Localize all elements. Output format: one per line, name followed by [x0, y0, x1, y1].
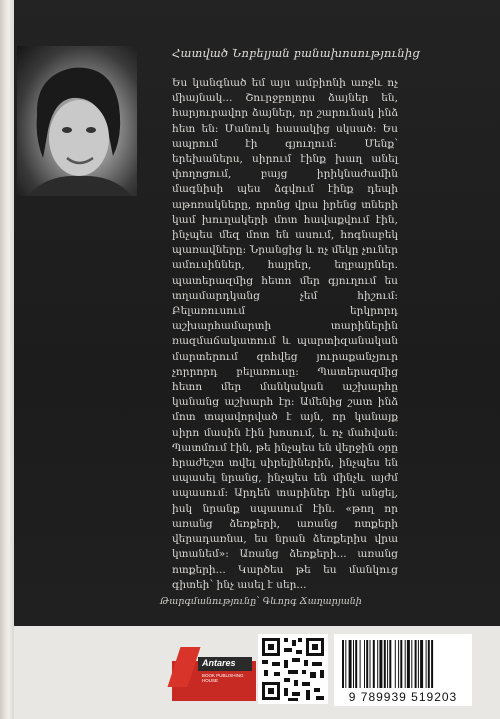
translator-credit: Թարգմանությունը՝ Գևորգ Ճաղարյանի — [160, 596, 362, 607]
publisher-name: Antares — [202, 658, 236, 668]
spine-edge — [0, 0, 14, 719]
isbn-barcode — [334, 634, 472, 706]
author-photo — [17, 46, 137, 196]
section-title: Հատված Նոբելյան բանախոսությունից — [172, 46, 420, 60]
nobel-lecture-excerpt: Ես կանգնած եմ այս ամբիոնի առջև ոչ միայնակ... Շուրջբոլորս ձայներ են, հարյուրավոր ձայներ, որ շարունակ ինձ հետ են: Մանուկ հասակից սկսած: Ես ապրում էի գյուղում: Մենք՝ երեխաներս, սիրում էինք խաղ անել փողոցում, բայց իրիկնաժամին մագնիսի պես ձգվում էինք դեպի աթոռակները, որոնց վրա իրենց տների կամ խուղակերի մոտ հավաքվում էին, ինչպես մեզ մոտ են ասում, հոգնաբեկ պառավները: Նրանցից և ոչ մեկը չուներ ամուսիններ, հայրեր, եղբայրներ. պատերազմից հետո մեր գյուղում ես տղամարդկանց չեմ հիշում: Բելառուսում երկրորդ աշխարհամարտի տարիներին ռազմաճակատում և պարտիզանական մարտերում զոհվեց յուրաքանչյուր չորրորդ բելառուսը: Պատերազմից հետո մեր մանկական աշխարհը կանանց աշխարհ էր: Ամենից շատ ինձ մոտ տպավորված է այն, որ կանայք սիրո մասին էին խոսում, և ոչ մահվան: Պատմում էին, թե ինչպես են վերջին օրը հրաժեշտ տվել սիրելիներին, ինչպես են սպասել նրանց, ինչպես են մինչև այժմ սպասում: Արդեն տարիներ էին անցել, իսկ նրանք սպասում էին. «թող որ առանց ձեռքերի, առանց ոտքերի վերադառնա, ես նրան ձեռքերիս վրա կտանեմ»: Առանց ձեռքերի... առանց ոտքերի... Կարծես թե ես մանկուց գիտեի՝ ինչ ասել է սեր... — [172, 77, 398, 591]
publisher-tagline: BOOK PUBLISHING HOUSE — [202, 673, 244, 683]
qr-code — [258, 634, 328, 704]
publisher-logo — [172, 643, 256, 701]
isbn-number: 9 789939 519203 — [348, 690, 458, 704]
